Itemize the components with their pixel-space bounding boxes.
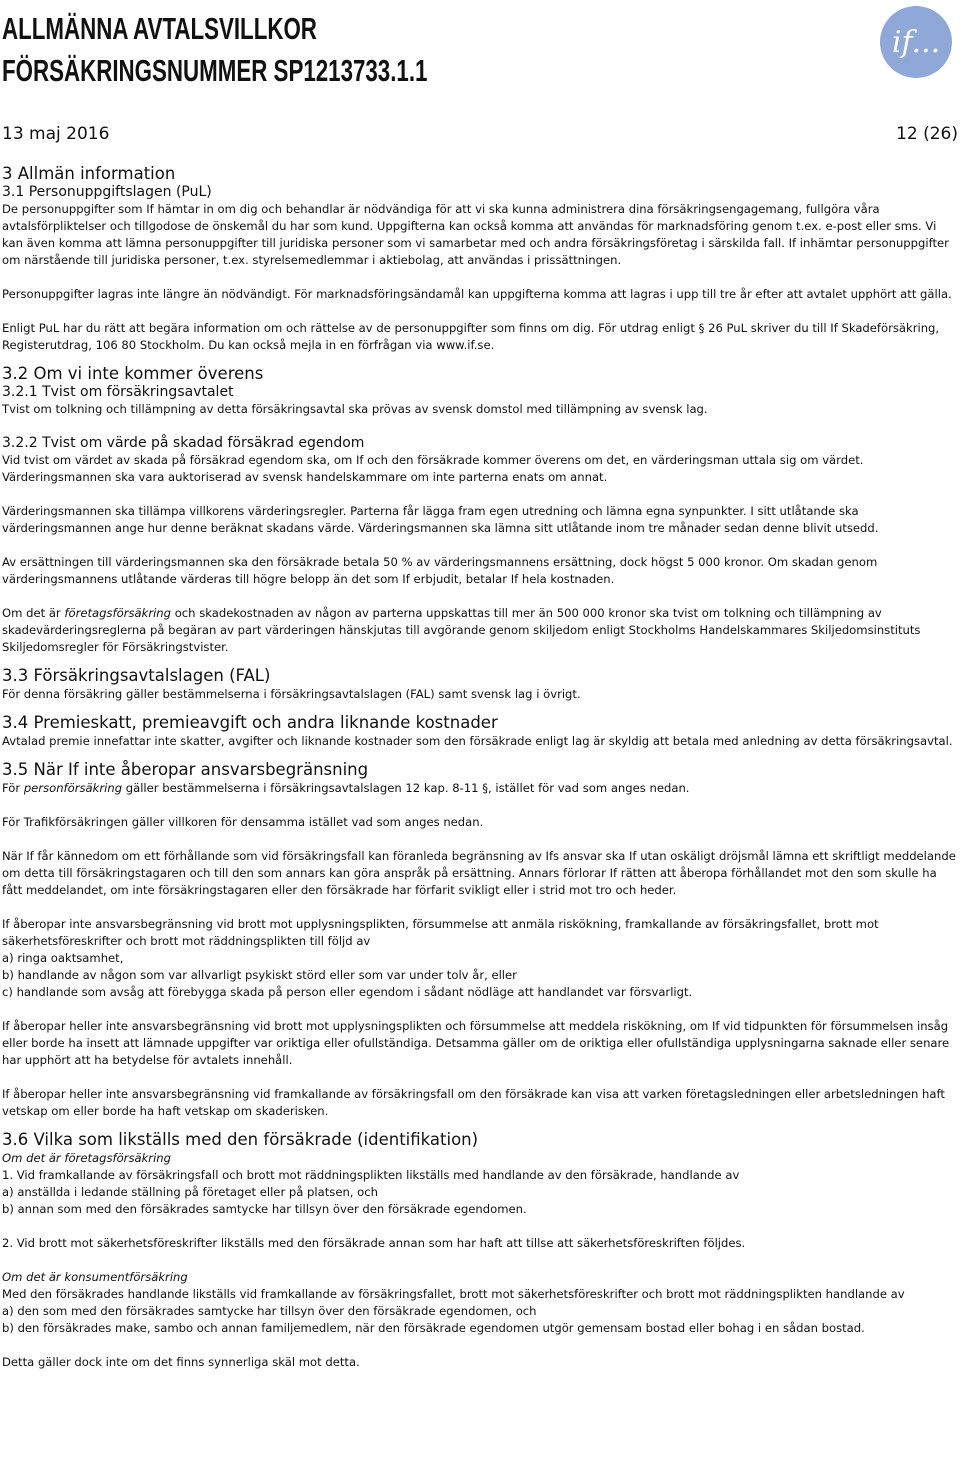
- list-item: 2. Vid brott mot säkerhetsföreskrifter likställs med den försäkrade annan som har haft att tillse att säkerhetsföreskriften följdes.: [2, 1236, 746, 1250]
- policy-number: FÖRSÄKRINGSNUMMER SP1213733.1.1: [2, 53, 428, 88]
- document-content: [2, 164, 958, 1371]
- paragraph: Om det är konsumentförsäkring: [2, 1270, 188, 1284]
- section-3-2-heading: 3.2 Om vi inte kommer överens: [2, 364, 264, 383]
- list-item: a) ringa oaktsamhet,: [2, 951, 124, 965]
- list-item: b) den försäkrades make, sambo och annan familjemedlem, när den försäkrade egendomen utgör gemensam bostad eller bohag i en sådan bostad.: [2, 1321, 865, 1335]
- paragraph: Avtalad premie innefattar inte skatter, avgifter och liknande kostnader som den försäkrade enligt lag är skyldig att betala med anledning av detta försäkringsavtal.: [2, 734, 953, 748]
- paragraph: If åberopar heller inte ansvarsbegränsning vid framkallande av försäkringsfall om den försäkrade kan visa att varken företagsledningen eller arbetsledningen haft vetskap om eller borde ha haft vetskap om skaderisken.: [2, 1087, 945, 1118]
- paragraph: För denna försäkring gäller bestämmelserna i försäkringsavtalslagen (FAL) samt svensk lag i övrigt.: [2, 687, 581, 701]
- paragraph: Tvist om tolkning och tillämpning av detta försäkringsavtal ska prövas av svensk domstol med tillämpning av svensk lag.: [2, 402, 708, 416]
- paragraph: De personuppgifter som If hämtar in om dig och behandlar är nödvändiga för att vi ska kunna administrera dina försäkringsengagemang, fullgöra våra avtalsförpliktelser och tillgodose de önskemål du har som kund. Uppgifterna kan också komma att användas för marknadsföring genom t.ex. e-post eller sms. Vi kan även komma att lämna personuppgifter till juridiska personer som vi samarbetar med och andra försäkringsföretag i särskilda fall. If inhämtar personuppgifter om närstående till juridiska personer, t.ex. styrelsemedlemmar i aktiebolag, att användas i prissättningen.: [2, 202, 949, 267]
- section-3-3-heading: 3.3 Försäkringsavtalslagen (FAL): [2, 666, 271, 685]
- paragraph: Vid tvist om värdet av skada på försäkrad egendom ska, om If och den försäkrade kommer överens om det, en värderingsman uttala sig om värdet. Värderingsmannen ska vara auktoriserad av svensk handelskammare om inte parterna enats om annat.: [2, 453, 864, 484]
- page-number: 12 (26): [896, 124, 958, 144]
- paragraph: Om det är företagsförsäkring: [2, 1151, 172, 1165]
- section-3-1-heading: 3.1 Personuppgiftslagen (PuL): [2, 184, 212, 200]
- paragraph: If åberopar heller inte ansvarsbegränsning vid brott mot upplysningsplikten och försummelse att meddela riskökning, om If vid tidpunkten för försummelsen insåg eller borde ha insett att lämnade uppgifter var oriktiga eller ofullständiga. Detsamma gäller om de oriktiga eller ofullständiga upplysningarna saknade eller senare har upphört att ha betydelse för avtalets innehåll.: [2, 1019, 950, 1067]
- section-3-6-heading: 3.6 Vilka som likställs med den försäkrade (identifikation): [2, 1130, 479, 1149]
- document-title: ALLMÄNNA AVTALSVILLKOR: [2, 11, 317, 46]
- paragraph: Enligt PuL har du rätt att begära information om och rättelse av de personuppgifter som finns om dig. För utdrag enligt § 26 PuL skriver du till If Skadeförsäkring, Registerutdrag, 106 80 Stockholm. Du kan också mejla in en förfrågan via www.if.se.: [2, 321, 940, 352]
- paragraph: När If får kännedom om ett förhållande som vid försäkringsfall kan föranleda begränsning av Ifs ansvar ska If utan oskäligt dröjsmål lämna ett skriftligt meddelande om detta till försäkringstagaren och till den som annars kan göra anspråk på ersättning. Annars förlorar If rätten att åberopa förhållandet mot den som skulle ha fått meddelandet, om inte försäkringstagaren eller den försäkrade har förfarit svikligt eller i strid mot tro och heder.: [2, 849, 956, 897]
- paragraph: Personuppgifter lagras inte längre än nödvändigt. För marknadsföringsändamål kan uppgifterna komma att lagras i upp till tre år efter att avtalet upphört att gälla.: [2, 287, 952, 301]
- section-3-5-heading: 3.5 När If inte åberopar ansvarsbegränsning: [2, 760, 369, 779]
- section-3-4-heading: 3.4 Premieskatt, premieavgift och andra liknande kostnader: [2, 713, 498, 732]
- section-3-2-2-heading: 3.2.2 Tvist om värde på skadad försäkrad egendom: [2, 435, 365, 451]
- logo-text: if...: [891, 25, 941, 60]
- paragraph: If åberopar inte ansvarsbegränsning vid brott mot upplysningsplikten, försummelse att anmäla riskökning, framkallande av försäkringsfallet, brott mot säkerhetsföreskrifter och brott mot räddningsplikten till följd av: [2, 917, 879, 948]
- document-date: 13 maj 2016: [2, 124, 110, 144]
- list-item: b) handlande av någon som var allvarligt psykiskt störd eller som var under tolv år, eller: [2, 968, 517, 982]
- paragraph: För Trafikförsäkringen gäller villkoren för densamma istället vad som anges nedan.: [2, 815, 484, 829]
- meta-row: [2, 124, 958, 148]
- list-item: a) den som med den försäkrades samtycke har tillsyn över den försäkrade egendomen, och: [2, 1304, 537, 1318]
- list-item: b) annan som med den försäkrades samtycke har tillsyn över den försäkrade egendomen.: [2, 1202, 527, 1216]
- paragraph: Värderingsmannen ska tillämpa villkorens värderingsregler. Parterna får lägga fram egen utredning och lämna egna synpunkter. I sitt utlåtande ska värderingsmannen ange hur denne beräknat skadans värde. Värderingsmannen ska lämna sitt utlåtande inom tre månader sedan denne blivit utsedd.: [2, 504, 879, 535]
- section-3-2-1-heading: 3.2.1 Tvist om försäkringsavtalet: [2, 384, 234, 400]
- paragraph: Med den försäkrades handlande likställs vid framkallande av försäkringsfallet, brott mot säkerhetsföreskrifter och brott mot räddningsplikten handlande av: [2, 1287, 905, 1301]
- paragraph: Av ersättningen till värderingsmannen ska den försäkrade betala 50 % av värderingsmannens ersättning, dock högst 5 000 kronor. Om skadan genom värderingsmannens utlåtande värderas till högre belopp än det som If erbjudit, betalar If hela kostnaden.: [2, 555, 878, 586]
- list-item: 1. Vid framkallande av försäkringsfall och brott mot räddningsplikten likställs med handlande av den försäkrade, handlande av: [2, 1168, 740, 1182]
- list-item: c) handlande som avsåg att förebygga skada på person eller egendom i sådant nödläge att handlandet var försvarligt.: [2, 985, 693, 999]
- paragraph: Om det är företagsförsäkring och skadekostnaden av någon av parterna uppskattas till mer än 500 000 kronor ska tvist om tolkning och tillämpning av skadevärderingsreglerna på begäran av part värderingen hänskjutas till avgörande genom skiljedom enligt Stockholms Handelskammares Skiljedomsinstituts Skiljedomsregler för Försäkringstvister.: [2, 606, 921, 654]
- paragraph: Detta gäller dock inte om det finns synnerliga skäl mot detta.: [2, 1355, 360, 1369]
- paragraph: För personförsäkring gäller bestämmelserna i försäkringsavtalslagen 12 kap. 8-11 §, istället för vad som anges nedan.: [2, 781, 690, 795]
- section-3-heading: 3 Allmän information: [2, 164, 176, 183]
- if-logo: [879, 5, 953, 79]
- list-item: a) anställda i ledande ställning på företaget eller på platsen, och: [2, 1185, 378, 1199]
